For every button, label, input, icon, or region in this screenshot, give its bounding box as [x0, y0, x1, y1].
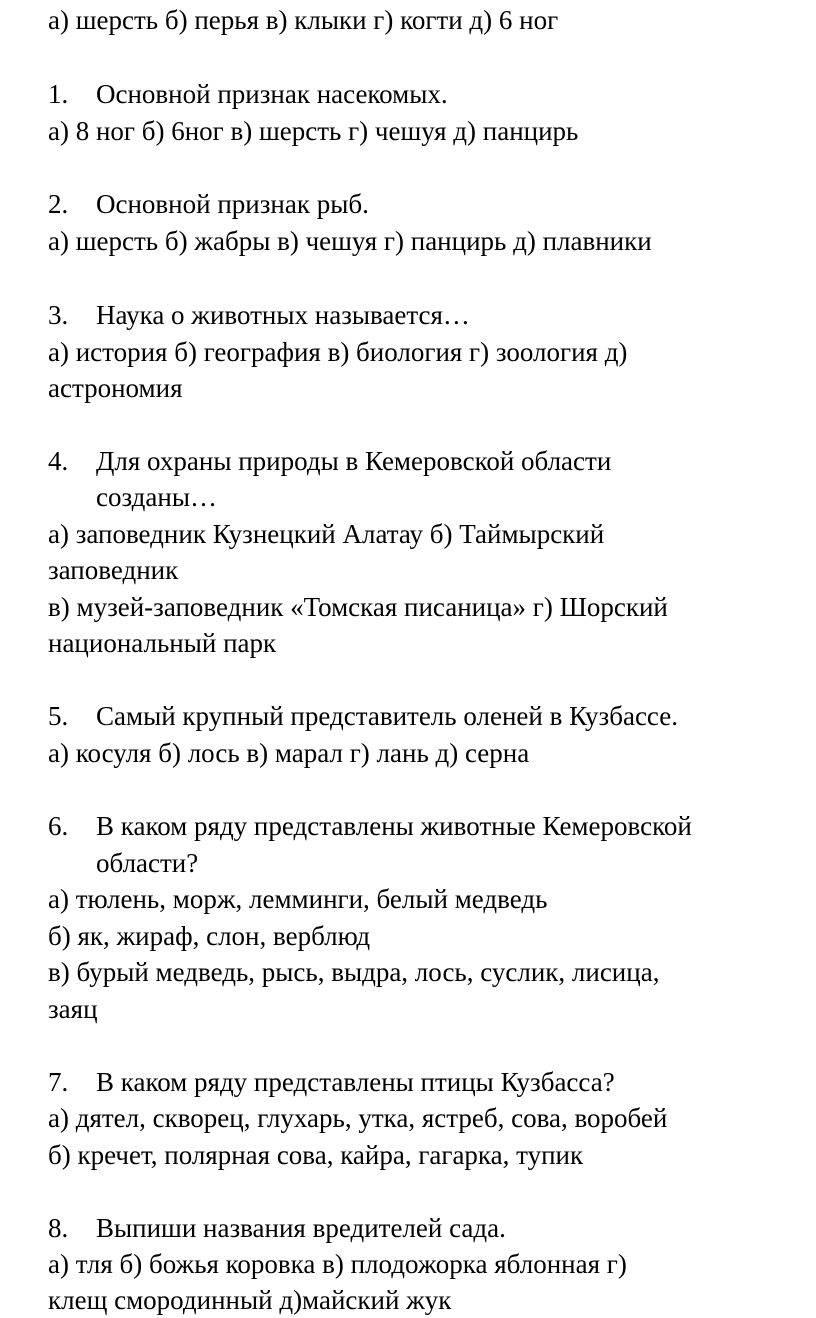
question-text: Выпиши названия вредителей сада.: [96, 1213, 506, 1243]
question-number: 8.: [48, 1213, 69, 1243]
answer-options: а) тюлень, морж, лемминги, белый медведь: [48, 884, 548, 914]
answer-options-continued: б) як, жираф, слон, верблюд: [48, 921, 371, 951]
question-text: В каком ряду представлены птицы Кузбасса?: [96, 1067, 615, 1097]
answer-options: а) история б) география в) биология г) зоология д): [48, 337, 628, 367]
answer-options-continued: в) бурый медведь, рысь, выдра, лось, суслик, лисица,: [48, 957, 660, 987]
question-number: 2.: [48, 189, 69, 219]
question-number: 3.: [48, 300, 69, 330]
question-number: 5.: [48, 701, 69, 731]
question-text-continued: созданы…: [96, 482, 217, 512]
answer-options: а) заповедник Кузнецкий Алатау б) Таймырский: [48, 519, 605, 549]
answer-options: а) тля б) божья коровка в) плодожорка яблонная г): [48, 1249, 627, 1279]
question-text: Наука о животных называется…: [96, 300, 470, 330]
question-text: Для охраны природы в Кемеровской области: [96, 446, 612, 476]
question-text-continued: области?: [96, 848, 199, 878]
answer-options-continued: б) кречет, полярная сова, кайра, гагарка, тупик: [48, 1140, 584, 1170]
question-number: 1.: [48, 79, 69, 109]
answer-options: а) шерсть б) жабры в) чешуя г) панцирь д) плавники: [48, 226, 652, 256]
intro-options: а) шерсть б) перья в) клыки г) когти д) 6 ног: [48, 5, 559, 35]
answer-options-continued: заяц: [48, 994, 98, 1024]
question-text: Основной признак насекомых.: [96, 79, 448, 109]
question-text: Самый крупный представитель оленей в Кузбассе.: [96, 701, 678, 731]
question-text: Основной признак рыб.: [96, 189, 369, 219]
question-number: 4.: [48, 446, 69, 476]
answer-options: а) 8 ног б) 6ног в) шерсть г) чешуя д) панцирь: [48, 116, 579, 146]
question-number: 7.: [48, 1067, 69, 1097]
question-text: В каком ряду представлены животные Кемеровской: [96, 811, 692, 841]
answer-options-continued: астрономия: [48, 373, 183, 403]
answer-options-continued: клещ смородинный д)майский жук: [48, 1285, 452, 1315]
answer-options-continued: национальный парк: [48, 628, 277, 658]
answer-options: а) дятел, скворец, глухарь, утка, ястреб, сова, воробей: [48, 1103, 668, 1133]
answer-options-continued: в) музей-заповедник «Томская писаница» г) Шорский: [48, 592, 668, 622]
question-number: 6.: [48, 811, 69, 841]
answer-options: а) косуля б) лось в) марал г) лань д) серна: [48, 738, 530, 768]
answer-options-continued: заповедник: [48, 555, 179, 585]
